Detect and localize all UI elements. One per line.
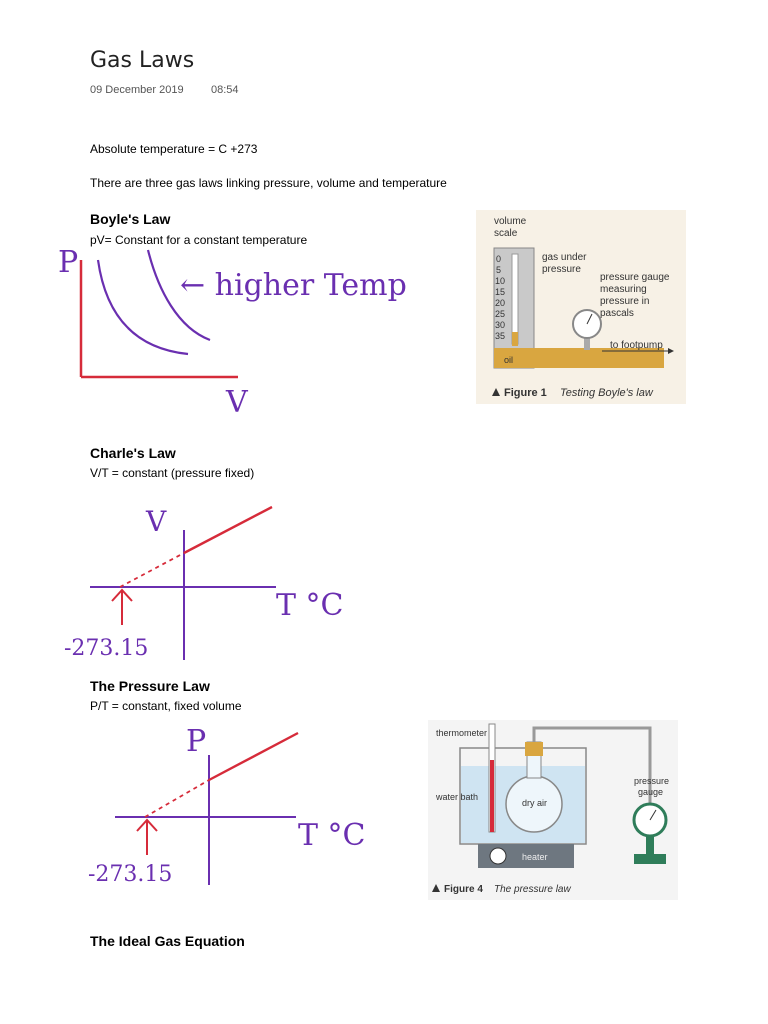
fig4-stopper (525, 742, 543, 756)
svg-text:10: 10 (495, 276, 506, 286)
charles-extrapolation (120, 553, 184, 587)
fig4-heater-dial (490, 848, 506, 864)
fig4-thermometer-fill (490, 760, 494, 832)
fig4-caption-number: Figure 4 (444, 884, 483, 895)
fig4-label-air: dry air (522, 798, 548, 808)
pressure-sketch (70, 715, 400, 895)
svg-text:15: 15 (495, 287, 506, 297)
fig1-caption-number: Figure 1 (504, 387, 547, 399)
fig4-caption-text: The pressure law (494, 884, 571, 895)
svg-text:5: 5 (496, 265, 502, 275)
fig4-gauge-stand (646, 836, 654, 856)
boyle-curve-low (98, 260, 188, 354)
fig4-label-gauge2: gauge (638, 787, 664, 797)
charles-sketch (50, 495, 380, 670)
ideal-gas-heading: The Ideal Gas Equation (90, 933, 245, 949)
fig1-inner-tube (512, 254, 518, 344)
figure-4 (428, 720, 678, 900)
svg-text:0: 0 (496, 254, 502, 264)
charles-hand-zero: -273.15 (64, 636, 149, 661)
fig4-label-water: water bath (436, 792, 479, 802)
svg-text:35: 35 (495, 331, 506, 341)
pressure-line (209, 733, 298, 780)
fig1-label-oil: oil (504, 355, 514, 365)
fig1-label-volume: volume (494, 216, 527, 227)
page-title: Gas Laws (90, 48, 195, 73)
three-laws-note: There are three gas laws linking pressure, volume and temperature (90, 176, 447, 190)
pressure-hand-p: P (186, 724, 207, 759)
page-time: 08:54 (211, 84, 239, 96)
svg-text:20: 20 (495, 298, 506, 308)
svg-text:30: 30 (495, 320, 506, 330)
boyle-hand-p: P (58, 245, 79, 280)
charles-hand-v: V (146, 505, 167, 538)
fig1-label-gas: gas under (542, 252, 587, 263)
boyle-hand-note: ← higher Temp (180, 268, 407, 303)
boyle-heading: Boyle's Law (90, 211, 171, 227)
boyle-sketch (50, 240, 410, 420)
pressure-heading: The Pressure Law (90, 678, 210, 694)
fig4-gauge-base (634, 854, 666, 864)
pressure-hand-t: T °C (298, 818, 366, 853)
fig1-label-gauge3: pressure in (600, 296, 650, 307)
fig1-label-gauge1: pressure gauge (600, 272, 670, 283)
svg-text:25: 25 (495, 309, 506, 319)
fig4-label-thermometer: thermometer (436, 728, 488, 738)
charles-line (184, 507, 272, 553)
charles-heading: Charle's Law (90, 445, 176, 461)
fig1-label-scale: scale (494, 228, 518, 239)
page-date: 09 December 2019 (90, 84, 184, 96)
boyle-formula: pV= Constant for a constant temperature (90, 233, 308, 247)
fig1-label-gas2: pressure (542, 264, 581, 275)
pressure-hand-zero: -273.15 (88, 862, 173, 887)
fig1-label-pump: to footpump (610, 340, 663, 351)
fig1-label-gauge4: pascals (600, 308, 634, 319)
fig1-label-gauge2: measuring (600, 284, 647, 295)
charles-formula: V/T = constant (pressure fixed) (90, 466, 255, 480)
fig4-label-heater: heater (522, 852, 548, 862)
pressure-formula: P/T = constant, fixed volume (90, 699, 242, 713)
fig4-label-gauge1: pressure (634, 776, 670, 786)
fig1-oil-column (512, 332, 518, 346)
figure-1 (476, 210, 686, 404)
pressure-extrapolation (145, 780, 209, 817)
fig1-caption-text: Testing Boyle's law (560, 387, 653, 399)
boyle-hand-v: V (226, 385, 248, 420)
absolute-temperature-note: Absolute temperature = C +273 (90, 142, 258, 156)
charles-hand-t: T °C (276, 588, 344, 623)
